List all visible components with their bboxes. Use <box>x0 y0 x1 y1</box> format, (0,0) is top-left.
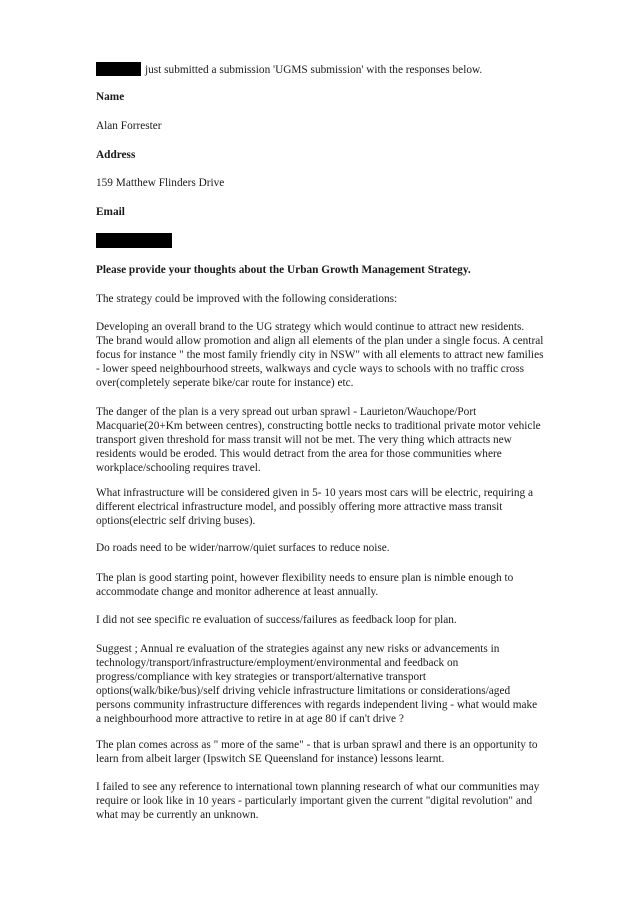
paragraph: Suggest ; Annual re evaluation of the strategies against any new risks or advancements in technology/transport/infrastructure/employment/environmental and feedback on progress/compliance with key strategies or transport/alternative transport options(walk/bike/bus)/self driving vehicle infrastructure limitations or considerations/aged persons community infrastructure differences with regards independent living - what would make a neighbourhood more attractive to retire in at age 80 if can't drive ? <box>96 643 538 725</box>
paragraph: I failed to see any reference to international town planning research of what our communities may require or look like in 10 years - particularly important given the current "digital revolution" and what may be currently an unknown. <box>96 781 540 821</box>
paragraph: Developing an overall brand to the UG strategy which would continue to attract new residents. The brand would allow promotion and align all elements of the plan under a single focus. A central focus for instance " the most family friendly city in NSW" with all elements to attract new families - lower speed neighbourhood streets, walkways and cycle ways to schools with no traffic cross over(completely seperate bike/car route for instance) etc. <box>96 321 544 389</box>
email-label: Email <box>96 206 125 218</box>
redacted-email <box>96 233 172 248</box>
paragraph: The strategy could be improved with the following considerations: <box>96 293 398 305</box>
paragraph: The plan is good starting point, however flexibility needs to ensure plan is nimble enough to accommodate change and monitor adherence at least annually. <box>96 572 514 598</box>
paragraph: The danger of the plan is a very spread out urban sprawl - Laurieton/Wauchope/Port Macquarie(20+Km between centres), constructing bottle necks to traditional private motor vehicle transport given threshold for mass transit will not be met. The very thing which attracts new residents would be eroded. This would detract from the area for those communities where workplace/schooling requires travel. <box>96 406 541 474</box>
address-value: 159 Matthew Flinders Drive <box>96 177 225 189</box>
paragraph: The plan comes across as " more of the same" - that is urban sprawl and there is an opportunity to learn from albeit larger (Ipswitch SE Queensland for instance) lessons learnt. <box>96 739 538 765</box>
question-heading: Please provide your thoughts about the Urban Growth Management Strategy. <box>96 264 471 276</box>
address-label: Address <box>96 149 136 161</box>
name-value: Alan Forrester <box>96 120 162 132</box>
paragraph: What infrastructure will be considered given in 5- 10 years most cars will be electric, requiring a different electrical infrastructure model, and possibly offering more attractive mass transit options(electric self driving buses). <box>96 487 533 527</box>
paragraph: I did not see specific re evaluation of success/failures as feedback loop for plan. <box>96 614 457 626</box>
name-label: Name <box>96 91 125 103</box>
intro-line <box>96 62 576 77</box>
paragraph: Do roads need to be wider/narrow/quiet surfaces to reduce noise. <box>96 542 390 554</box>
redacted-submitter <box>96 62 141 76</box>
intro-text: just submitted a submission 'UGMS submission' with the responses below. <box>145 64 483 76</box>
